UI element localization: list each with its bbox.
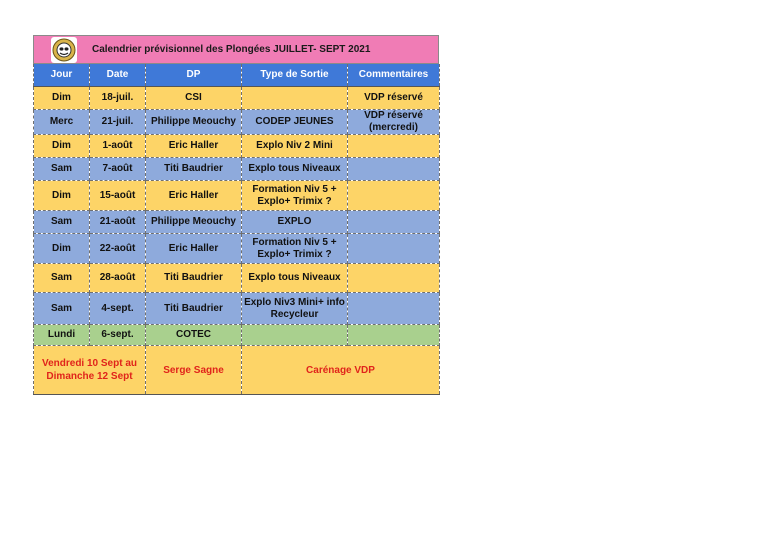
cell-jour: Sam <box>34 211 90 234</box>
cell-jour-range: Vendredi 10 Sept au Dimanche 12 Sept <box>34 346 146 395</box>
cell-commentaire <box>348 211 440 234</box>
cell-commentaire <box>348 325 440 346</box>
table-row-final <box>34 346 440 395</box>
cell-dp: Philippe Meouchy <box>146 211 242 234</box>
cell-jour: Dim <box>34 135 90 158</box>
cell-commentaire <box>348 293 440 325</box>
cell-commentaire <box>348 158 440 181</box>
cell-date: 21-août <box>90 211 146 234</box>
cell-dp: Philippe Meouchy <box>146 110 242 135</box>
cell-dp: COTEC <box>146 325 242 346</box>
header-type-sortie: Type de Sortie <box>242 64 348 87</box>
header-date: Date <box>90 64 146 87</box>
cell-commentaire <box>348 135 440 158</box>
cell-date: 22-août <box>90 234 146 264</box>
table-row <box>34 158 440 181</box>
cell-sortie: Formation Niv 5 + Explo+ Trimix ? <box>242 234 348 264</box>
table-row <box>34 293 440 325</box>
header-dp: DP <box>146 64 242 87</box>
cell-sortie: CODEP JEUNES <box>242 110 348 135</box>
header-jour: Jour <box>34 64 90 87</box>
table-row <box>34 135 440 158</box>
cell-jour: Dim <box>34 87 90 110</box>
cell-commentaire: VDP réservé (mercredi) <box>348 110 440 135</box>
schedule-table <box>33 64 440 395</box>
cell-date: 1-août <box>90 135 146 158</box>
table-row <box>34 264 440 293</box>
cell-jour: Sam <box>34 158 90 181</box>
cell-sortie <box>242 87 348 110</box>
cell-dp: Eric Haller <box>146 234 242 264</box>
cell-jour: Dim <box>34 181 90 211</box>
table-row <box>34 110 440 135</box>
cell-date: 15-août <box>90 181 146 211</box>
cell-dp: Titi Baudrier <box>146 158 242 181</box>
cell-sortie: Explo Niv 2 Mini <box>242 135 348 158</box>
cell-sortie: EXPLO <box>242 211 348 234</box>
table-row <box>34 181 440 211</box>
header-row <box>34 64 440 87</box>
cell-sortie: Carénage VDP <box>242 346 440 395</box>
cell-date: 6-sept. <box>90 325 146 346</box>
cell-commentaire <box>348 181 440 211</box>
cell-sortie <box>242 325 348 346</box>
cell-dp: Serge Sagne <box>146 346 242 395</box>
cell-dp: Eric Haller <box>146 181 242 211</box>
cell-dp: Titi Baudrier <box>146 264 242 293</box>
cell-date: 21-juil. <box>90 110 146 135</box>
table-row <box>34 325 440 346</box>
table-row <box>34 234 440 264</box>
cell-date: 18-juil. <box>90 87 146 110</box>
cell-sortie: Explo Niv3 Mini+ info Recycleur <box>242 293 348 325</box>
cell-sortie: Explo tous Niveaux <box>242 158 348 181</box>
cell-commentaire <box>348 264 440 293</box>
header-commentaires: Commentaires <box>348 64 440 87</box>
title-bar <box>33 35 439 64</box>
cell-dp: CSI <box>146 87 242 110</box>
cell-dp: Titi Baudrier <box>146 293 242 325</box>
cell-sortie: Formation Niv 5 + Explo+ Trimix ? <box>242 181 348 211</box>
cell-jour: Sam <box>34 264 90 293</box>
table-row <box>34 211 440 234</box>
cell-jour: Sam <box>34 293 90 325</box>
cell-commentaire: VDP réservé <box>348 87 440 110</box>
cell-date: 7-août <box>90 158 146 181</box>
cell-date: 4-sept. <box>90 293 146 325</box>
cell-sortie: Explo tous Niveaux <box>242 264 348 293</box>
cell-date: 28-août <box>90 264 146 293</box>
table-row <box>34 87 440 110</box>
cell-jour: Merc <box>34 110 90 135</box>
cell-dp: Eric Haller <box>146 135 242 158</box>
cell-commentaire <box>348 234 440 264</box>
cell-jour: Lundi <box>34 325 90 346</box>
cell-jour: Dim <box>34 234 90 264</box>
calendar-sheet <box>33 35 439 395</box>
page-title: Calendrier prévisionnel des Plongées JUILLET- SEPT 2021 <box>92 44 371 55</box>
club-logo-icon <box>51 37 77 63</box>
